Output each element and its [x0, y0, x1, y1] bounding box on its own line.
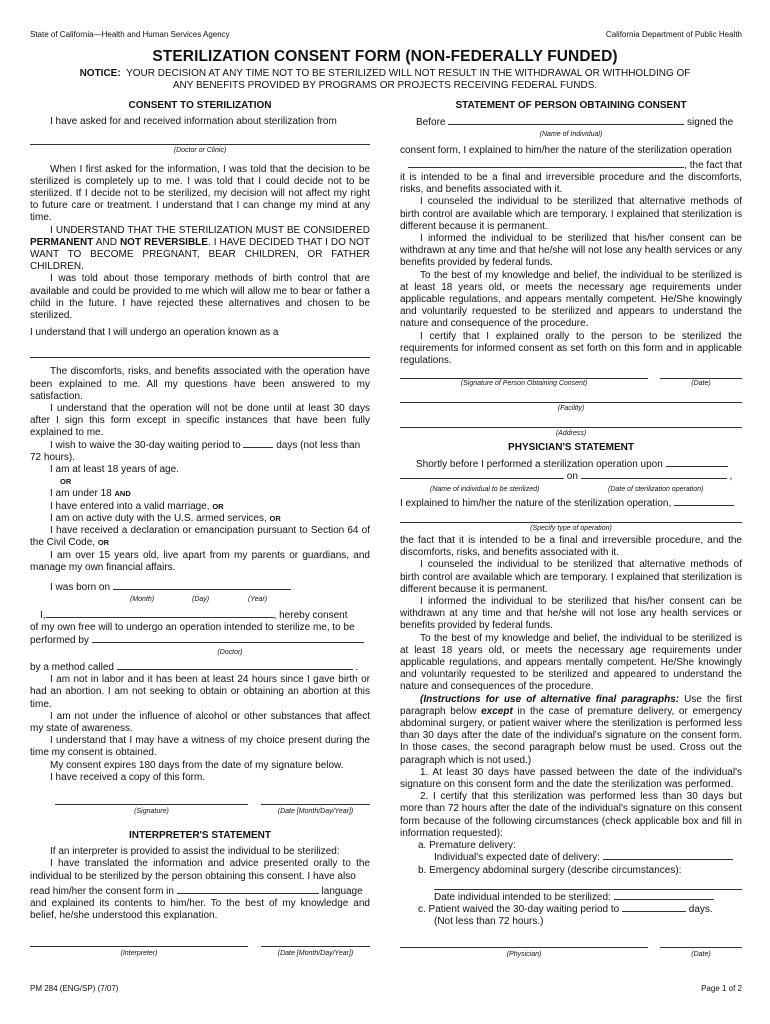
- option-c-sub: (Not less than 72 hours.): [434, 916, 544, 928]
- caption-type: (Specify type of operation): [530, 524, 612, 532]
- physician-p4: I informed the individual to be sterilized that his/her consent can be withdrawn at any time and that he/she will not lose any health services or benefits provided by federal funds.: [400, 596, 742, 632]
- physician-p3: I counseled the individual to be sterilized that alternative methods of birth control are available which are temporary. I explained that sterilization is different because it is permanent.: [400, 559, 742, 595]
- facility-line[interactable]: [400, 402, 742, 403]
- individual-name-field[interactable]: [46, 617, 274, 618]
- physician-alt1: 1. At least 30 days have passed between the date of the individual's signature on this consent form and the date the sterilization was performed.: [400, 766, 742, 791]
- form-title: STERILIZATION CONSENT FORM (NON-FEDERALLY FUNDED): [152, 48, 618, 65]
- consent-p17: I understand that I may have a witness of my choice present during the time my consent is obtained.: [30, 735, 370, 759]
- notice-label: NOTICE:: [79, 68, 121, 79]
- obtaining-date-line[interactable]: [660, 378, 742, 379]
- language-field[interactable]: [177, 893, 319, 894]
- obtaining-signature-line[interactable]: [400, 378, 648, 379]
- consent-p9: I am under 18 AND: [50, 488, 131, 500]
- form-id: PM 284 (ENG/SP) (7/07): [30, 984, 119, 993]
- consent-p14: of my own free will to undergo an operation intended to sterilize me, to be: [30, 622, 355, 634]
- consent-p8: I am at least 18 years of age.: [50, 464, 179, 476]
- consent-p10: I have entered into a valid marriage, OR: [50, 500, 224, 512]
- address-line[interactable]: [400, 427, 742, 428]
- consent-p2: I UNDERSTAND THAT THE STERILIZATION MUST BE CONSIDERED PERMANENT AND NOT REVERSIBLE. I HAVE DECIDED THAT I DO NOT WANT TO BECOME PREGNANT, BEAR CHILDREN, OR FATHER CHILDREN.: [30, 224, 370, 273]
- physician-on-row: on ,: [400, 471, 742, 483]
- caption-signature: (Signature): [134, 808, 169, 815]
- consent-heading: CONSENT TO STERILIZATION: [128, 100, 272, 111]
- birth-date-captions: (Month) (Day) (Year): [130, 596, 268, 604]
- caption-facility: (Facility): [557, 405, 585, 412]
- consent-p19: I have received a copy of this form.: [50, 771, 206, 783]
- circumstances-field[interactable]: [434, 877, 742, 890]
- physician-date-line[interactable]: [660, 947, 742, 948]
- caption-obtaining-signature: (Signature of Person Obtaining Consent): [460, 380, 588, 387]
- interpreter-date-line[interactable]: [261, 946, 370, 947]
- operation-type-field[interactable]: [674, 505, 734, 506]
- caption-address: (Address): [555, 430, 587, 437]
- performed-by-row: performed by: [30, 635, 370, 647]
- obtaining-p5: To the best of my knowledge and belief, the individual to be sterilized is at least 18 years old, or meets the necessary age requirements under applicable regulations, and appears mentally competent. He/She knowingly and voluntarily requested to be sterilized and appears to understand the nature and consequence of the procedure.: [400, 269, 742, 330]
- consent-p12: I have received a declaration or emancipation pursuant to Section 64 of the Civil Code, OR: [30, 525, 370, 549]
- interpreter-heading: INTERPRETER'S STATEMENT: [128, 830, 271, 841]
- fact-row: , the fact that: [400, 160, 742, 172]
- consent-p5: The discomforts, risks, and benefits associated with the operation have been explained to me. All my questions have been answered to my satisfaction.: [30, 366, 370, 402]
- caption-name-individual: (Name of Individual): [539, 131, 603, 139]
- operation-nature-field[interactable]: [408, 167, 684, 168]
- or-1: OR: [60, 477, 72, 487]
- physician-p2: the fact that it is intended to be a final and irreversible procedure, and the discomforts, risks, and benefits associated with it.: [400, 535, 742, 559]
- waiver-days-field[interactable]: [622, 911, 686, 912]
- consent-intro: I have asked for and received information about sterilization from: [50, 116, 337, 128]
- physician-signature-line[interactable]: [400, 947, 648, 948]
- consent-p13: I am over 15 years old, live apart from my parents or guardians, and manage my own financial affairs.: [30, 549, 370, 573]
- obtaining-p6: I certify that I explained orally to the person to be sterilized the requirements for informed consent as set forth on this form and in applicable regulations.: [400, 330, 742, 367]
- born-on-row: I was born on: [30, 582, 370, 594]
- interpreter-p3: and explained its contents to him/her. To the best of my knowledge and belief, he/she understood this explanation.: [30, 898, 370, 922]
- agency-header: State of California—Health and Human Services Agency: [30, 30, 230, 39]
- birth-date-field[interactable]: [113, 589, 291, 590]
- department-header: California Department of Public Health: [605, 30, 742, 39]
- obtaining-p3: I counseled the individual to be sterilized that alternative methods of birth control are available which are temporary. I explained that sterilization is different because it is permanent.: [400, 196, 742, 232]
- physician-explained: I explained to him/her the nature of the sterilization operation,: [400, 498, 742, 510]
- physician-p5: To the best of my knowledge and belief, the individual to be sterilized is at least 18 years old, or meets the necessary age requirements under applicable regulations, and appears mentally competent. He/She knowingly and voluntarily requested to be sterilized and appeared to understand the nature and consequences of the procedure.: [400, 632, 742, 693]
- consent-p6: I understand that the operation will not be done until at least 30 days after I sign this form except in specific instances that have been fully explained to me.: [30, 403, 370, 439]
- interpreter-p2: I have translated the information and advice presented orally to the individual to be sterilized by the person obtaining this consent. I have also: [30, 858, 370, 882]
- consent-p3: I was told about those temporary methods of birth control that are available and could be provided to me which will allow me to bear or father a child in the future. I have rejected these alternatives and chosen to be sterilized.: [30, 273, 370, 322]
- consent-p7: I wish to waive the 30-day waiting period to days (not less than 72 hours).: [30, 439, 361, 463]
- operation-field[interactable]: [30, 339, 370, 358]
- language-row: read him/her the consent form in language: [30, 885, 363, 897]
- method-row: by a method called .: [30, 661, 359, 673]
- option-a[interactable]: a. Premature delivery:: [418, 840, 516, 852]
- caption-obtaining-date: (Date): [691, 380, 711, 387]
- caption-signature-date: (Date [Month/Day/Year]): [277, 808, 354, 815]
- physician-captions: (Name of individual to be sterilized) (Date of sterilization operation): [430, 485, 704, 493]
- consent-p16: I am not under the influence of alcohol or other substances that affect my state of awareness.: [30, 710, 370, 734]
- obtaining-section: [400, 100, 742, 367]
- operation-type-line[interactable]: [400, 510, 742, 523]
- obtaining-p2: it is intended to be a final and irreversible procedure and the discomforts, risks, and benefits associated with it.: [400, 172, 742, 196]
- consent-p15: I am not in labor and it has been at least 24 hours since I gave birth or had an abortion. I am not seeking to obtain or obtaining an abortion at this time.: [30, 674, 370, 710]
- consent-p18: My consent expires 180 days from the date of my signature below.: [50, 759, 344, 771]
- caption-doctor: (Doctor): [217, 648, 243, 656]
- upon-field[interactable]: [666, 466, 728, 467]
- consent-p1: When I first asked for the information, I was told that the decision to be sterilized is completely up to me. I was told that I could decide not to be sterilized. If I decide not to be sterilized, my decision will not affect my right to future care or treatment. I understand that I can change my mind at any time.: [30, 163, 370, 224]
- interpreter-line[interactable]: [30, 946, 248, 947]
- consent-p11: I am on active duty with the U.S. armed services, OR: [50, 512, 281, 524]
- interpreter-section: [30, 830, 370, 922]
- before-row: Before signed the: [416, 117, 734, 129]
- caption-physician-date: (Date): [691, 951, 711, 958]
- obtaining-p4: I informed the individual to be sterilized that his/her consent can be withdrawn at any time and that he/she will not lose any health services or any benefits provided by federal funds.: [400, 233, 742, 269]
- doctor-clinic-field[interactable]: [30, 128, 370, 145]
- notice: [60, 68, 710, 92]
- date-intended-row: Date individual intended to be sterilized:: [400, 892, 742, 904]
- obtaining-heading: STATEMENT OF PERSON OBTAINING CONSENT: [455, 100, 687, 111]
- option-c: c. Patient waived the 30-day waiting period to days.: [418, 903, 713, 915]
- name-row: I, , hereby consent: [40, 610, 348, 622]
- signature-date-line[interactable]: [261, 804, 370, 805]
- individual-field[interactable]: [400, 478, 564, 479]
- doctor-field[interactable]: [92, 642, 364, 643]
- operation-date-field[interactable]: [581, 478, 727, 479]
- caption-physician: (Physician): [506, 951, 542, 958]
- notice-line1: YOUR DECISION AT ANY TIME NOT TO BE STERILIZED WILL NOT RESULT IN THE WITHDRAWAL OR WITHHOLDING OF: [126, 68, 691, 79]
- interpreter-p1: If an interpreter is provided to assist the individual to be sterilized:: [50, 846, 340, 858]
- option-a-sub: Individual's expected date of delivery:: [400, 852, 742, 864]
- signature-line[interactable]: [55, 804, 248, 805]
- caption-doctor-clinic: (Doctor or Clinic): [173, 147, 227, 155]
- obtaining-p1: consent form, I explained to him/her the nature of the sterilization operation: [400, 144, 732, 156]
- physician-instructions: (Instructions for use of alternative final paragraphs: Use the first paragraph below except in the case of premature delivery, or emergency abdominal surgery, or patient waiver where the sterilization is performed less than 30 days after the date of the individual's signature on the consent form. In those cases, the second paragraph below must be used. Cross out the paragraph which is not used.): [400, 693, 742, 766]
- method-field[interactable]: [117, 669, 353, 670]
- physician-heading: PHYSICIAN'S STATEMENT: [508, 442, 634, 453]
- consent-p4: I understand that I will undergo an operation known as a: [30, 327, 279, 339]
- physician-section: [400, 442, 742, 928]
- consent-section: [30, 100, 370, 784]
- physician-p1: Shortly before I performed a sterilization operation upon: [400, 459, 742, 471]
- caption-interpreter: (Interpreter): [120, 950, 158, 957]
- date-intended-field[interactable]: [614, 899, 714, 900]
- notice-line2: ANY BENEFITS PROVIDED BY PROGRAMS OR PROJECTS RECEIVING FEDERAL FUNDS.: [172, 80, 598, 91]
- physician-alt2: 2. I certify that this sterilization was performed less than 30 days but more than 72 hours after the date of the individual's signature on this consent form because of the following circumstances (check applicable box and fill in information requested):: [400, 791, 742, 839]
- obtaining-name-field[interactable]: [448, 124, 684, 125]
- option-b[interactable]: b. Emergency abdominal surgery (describe circumstances):: [418, 864, 682, 876]
- caption-interpreter-date: (Date [Month/Day/Year]): [277, 950, 354, 957]
- delivery-date-field[interactable]: [603, 859, 733, 860]
- waive-days-field[interactable]: [243, 447, 273, 448]
- page-number: Page 1 of 2: [701, 984, 742, 993]
